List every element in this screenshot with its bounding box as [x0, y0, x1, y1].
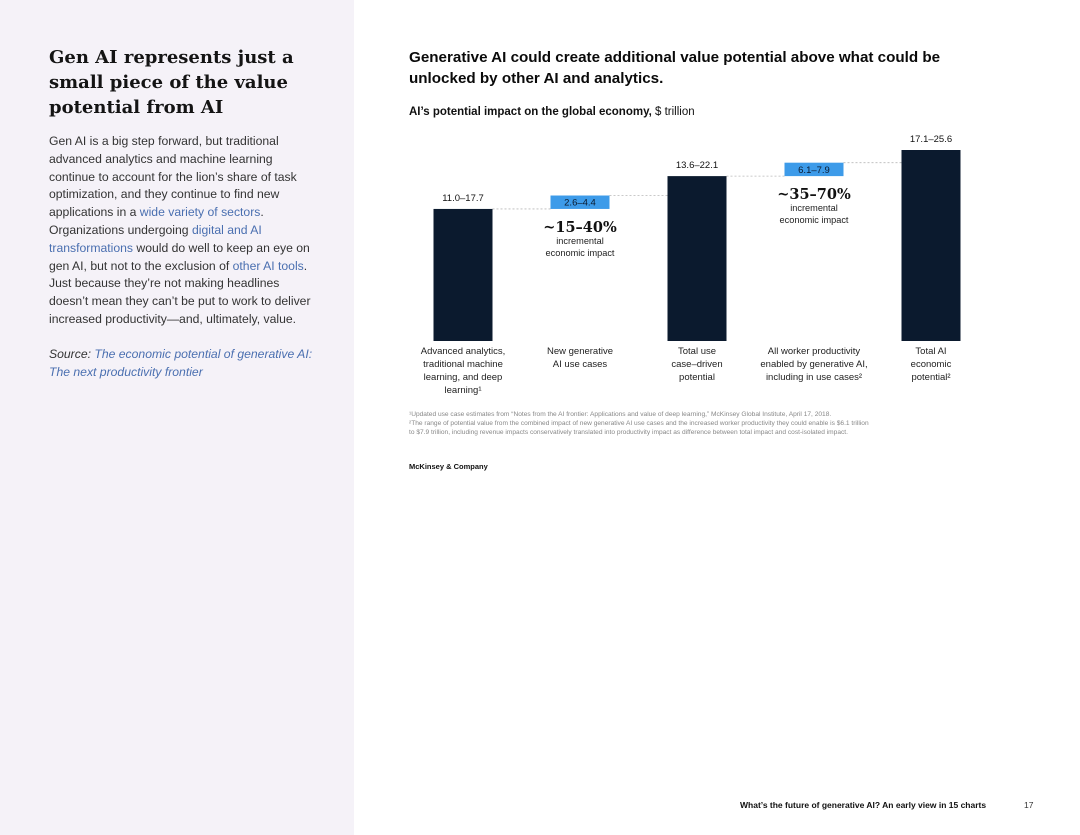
- bar-value-label-1: 11.0–17.7: [442, 192, 484, 204]
- incremental-note-4-2: economic impact: [779, 215, 849, 226]
- sidebar: [0, 0, 354, 835]
- category-label-2-2: AI use cases: [552, 359, 608, 370]
- bar-value-label-3: 13.6–22.1: [675, 160, 719, 172]
- source-label: Source:: [49, 347, 95, 361]
- category-label-4-2: enabled by generative AI,: [760, 359, 868, 370]
- category-label-1-3: learning, and deep: [423, 372, 503, 383]
- chart-headline: Generative AI could create additional value potential above what could be unlocked by other AI and analytics.: [409, 49, 941, 87]
- category-label-1-2: traditional machine: [423, 359, 503, 370]
- category-label-4-3: including in use cases²: [765, 372, 863, 383]
- category-label-1-1: Advanced analytics,: [420, 346, 506, 357]
- source-link[interactable]: The economic potential of generative AI: The next productivity frontier: [49, 347, 313, 379]
- footnote-2: ²The range of potential value from the combined impact of new generative AI use cases and the increased worker productivity they could enable is $6.1 trillion: [409, 420, 869, 427]
- category-label-1-4: learning¹: [444, 385, 482, 396]
- incremental-pct-2: ~15–40%: [543, 218, 617, 236]
- sidebar-source: [49, 346, 314, 382]
- category-label-5-3: potential²: [911, 372, 951, 383]
- body-text-3: would do well to keep an eye on gen AI, but not to the exclusion of: [49, 240, 310, 273]
- page-number: 17: [1024, 800, 1034, 810]
- link-other-ai-tools[interactable]: other AI tools: [232, 258, 304, 273]
- link-digital-ai-transformations[interactable]: digital and AI transformations: [49, 222, 262, 255]
- incremental-note-4-1: incremental: [790, 203, 838, 214]
- category-label-2-1: New generative: [546, 346, 614, 357]
- link-variety-of-sectors[interactable]: wide variety of sectors: [139, 205, 261, 220]
- bar-1: [434, 209, 493, 341]
- category-label-5-2: economic: [910, 359, 952, 370]
- brand-label: McKinsey & Company: [409, 462, 488, 471]
- incremental-pct-4: ~35–70%: [777, 186, 851, 204]
- chart-subtitle: [409, 106, 695, 118]
- bar-value-label-4: 6.1–7.9: [798, 164, 830, 176]
- sidebar-body: [49, 133, 319, 329]
- chart-subtitle-bold: AI’s potential impact on the global economy,: [409, 106, 652, 118]
- category-label-3-3: potential: [679, 372, 715, 383]
- footnote-2-cont: to $7.9 trillion, including revenue impacts conservatively translated into productivity impact as difference between total impact and cost-isolated impact.: [409, 429, 848, 436]
- waterfall-chart: [395, 125, 985, 407]
- body-text-4: . Just because they’re not making headlines doesn’t mean they can’t be put to work to deliver increased productivity—and, ultimately, value.: [49, 258, 311, 326]
- bar-3: [668, 176, 727, 341]
- bar-value-label-2: 2.6–4.4: [564, 197, 596, 209]
- footer-publication-title: What’s the future of generative AI? An early view in 15 charts: [740, 800, 987, 810]
- bar-value-label-5: 17.1–25.6: [909, 134, 953, 145]
- chart-subtitle-unit: $ trillion: [651, 106, 695, 118]
- bar-5: [902, 150, 961, 341]
- incremental-note-2-1: incremental: [556, 235, 604, 246]
- category-label-3-1: Total use: [677, 346, 717, 357]
- footnotes: [409, 410, 989, 437]
- body-text-2: . Organizations undergoing: [49, 205, 264, 237]
- incremental-note-2-2: economic impact: [545, 247, 615, 258]
- body-text-1: Gen AI is a big step forward, but traditional advanced analytics and machine learning continue to account for the lion’s share of task optimization, and they continue to find new applications in a: [49, 134, 297, 220]
- footnote-1: ¹Updated use case estimates from “Notes from the AI frontier: Applications and value of deep learning,” McKinsey Global Institute, April 17, 2018.: [409, 411, 832, 418]
- category-label-5-1: Total AI: [915, 346, 947, 357]
- category-label-4-1: All worker productivity: [767, 346, 861, 357]
- sidebar-title: Gen AI represents just a small piece of the value potential from AI: [49, 47, 294, 118]
- category-label-3-2: case–driven: [671, 359, 723, 370]
